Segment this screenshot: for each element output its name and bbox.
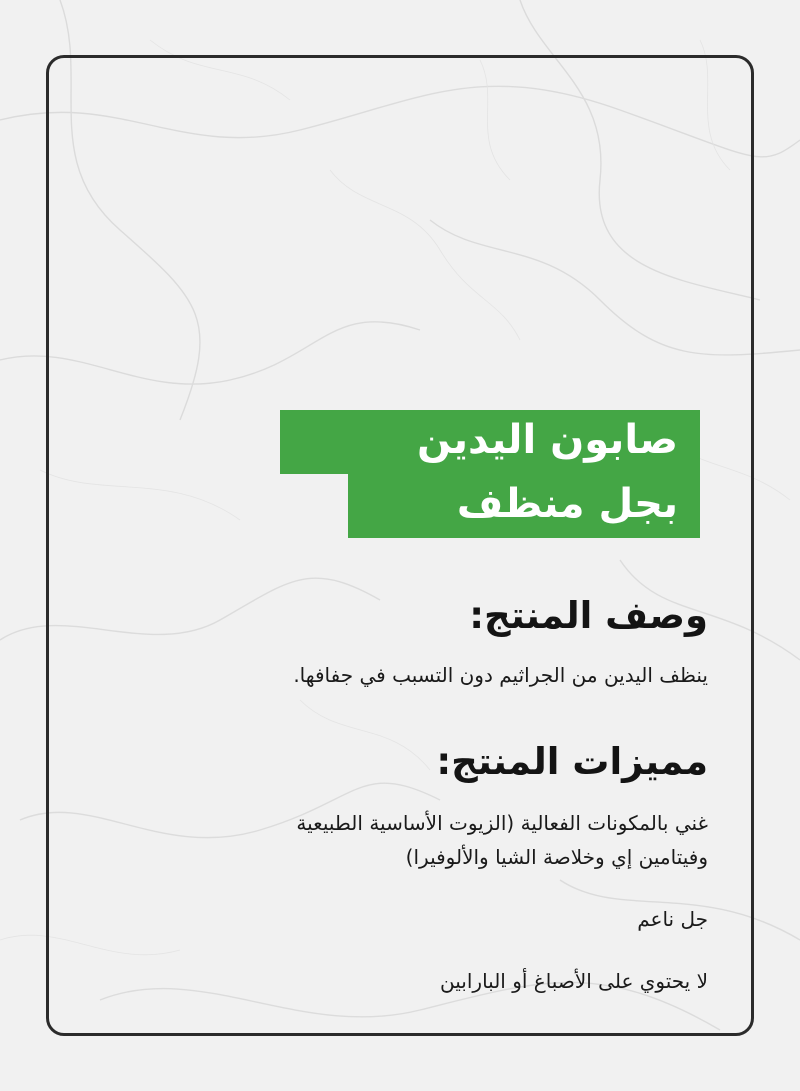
content-card-border [46, 55, 754, 1036]
features-heading: مميزات المنتج: [436, 740, 708, 783]
product-title-line-2: بجل منظف [348, 474, 700, 538]
description-heading: وصف المنتج: [469, 594, 708, 637]
features-item-1: غني بالمكونات الفعالية (الزيوت الأساسية الطبيعية [296, 811, 708, 835]
product-title-line-1: صابون اليدين [280, 410, 700, 474]
features-item-3: جل ناعم [637, 907, 708, 931]
features-item-4: لا يحتوي على الأصباغ أو البارابين [440, 969, 708, 993]
features-item-2: وفيتامين إي وخلاصة الشيا والألوفيرا) [405, 845, 708, 869]
description-text: ينظف اليدين من الجراثيم دون التسبب في جفافها. [293, 663, 708, 687]
